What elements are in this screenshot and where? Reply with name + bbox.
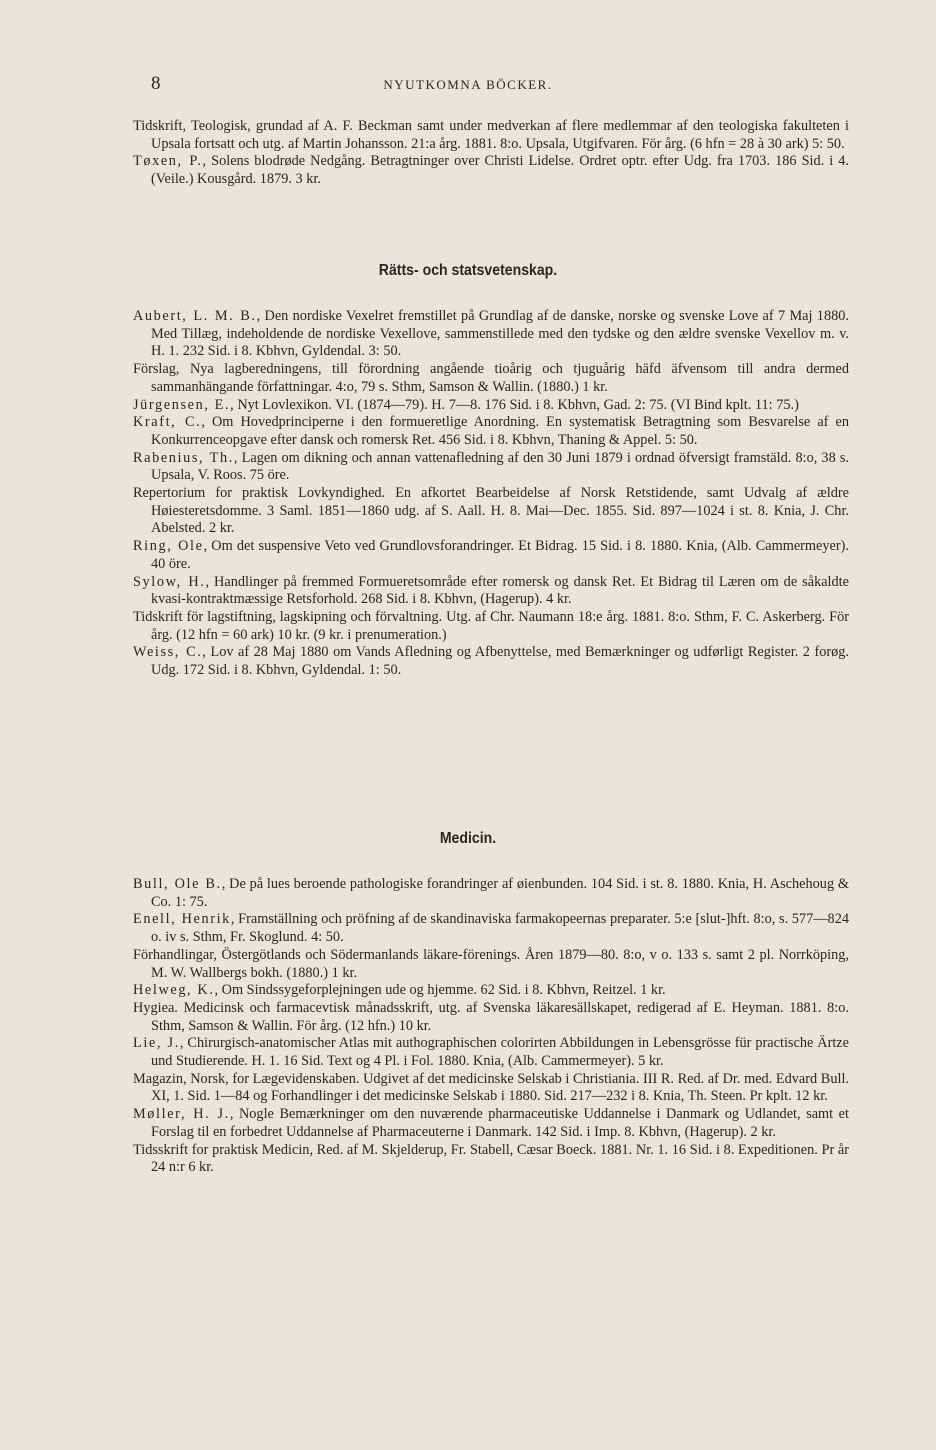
list-item: Ring, Ole, Om det suspensive Veto ved Grundlovsforandringer. Et Bidrag. 15 Sid. i 8. 1880. Knia, (Alb. Cammermeyer). 40 öre. [133, 538, 849, 572]
list-item: Hygiea. Medicinsk och farmacevtisk månadsskrift, utg. af Svenska läkaresällskapet, redigerad af E. Heyman. 1881. 8:o. Sthm, Samson & Wallin. För årg. (12 hfn.) 10 kr. [133, 999, 849, 1034]
page-number: 8 [151, 73, 161, 94]
section-heading-law: Rätts- och statsvetenskap. [378, 262, 558, 279]
list-item: Sylow, H., Handlinger på fremmed Formueretsområde efter romersk og dansk Ret. Et Bidrag til Læren om de såkaldte kvasi-kontraktmæssige Retsforhold. 268 Sid. i 8. Kbhvn, (Hagerup). 4 kr. [133, 573, 849, 608]
list-item: Rabenius, Th., Lagen om dikning och annan vattenafledning af den 30 Juni 1879 i ordnad öfversigt framstäld. 8:o, 38 s. Upsala, V. Roos. 75 öre. [133, 449, 849, 484]
list-item: Tidsskrift for praktisk Medicin, Red. af M. Skjelderup, Fr. Stabell, Cæsar Boeck. 1881. Nr. 1. 16 Sid. i 8. Expeditionen. Pr år 24 n:r 6 kr. [133, 1141, 849, 1176]
list-item: Förslag, Nya lagberedningens, till förordning angående tioårig och tjuguårig häfd äfvensom till andra dermed sammanhängande författningar. 4:o, 79 s. Sthm, Samson & Wallin. (1880.) 1 kr. [133, 361, 849, 395]
list-item: Bull, Ole B., De på lues beroende pathologiske forandringer af øienbunden. 104 Sid. i st. 8. 1880. Knia, H. Aschehoug & Co. 1: 75. [133, 876, 850, 910]
list-item: Enell, Henrik, Framställning och pröfning af de skandinaviska farmakopeernas preparater. 5:e [slut-]hft. 8:o, s. 577—824 o. iv s. Sthm, Fr. Skoglund. 4: 50. [133, 911, 849, 946]
list-item: Jürgensen, E., Nyt Lovlexikon. VI. (1874—79). H. 7—8. 176 Sid. i 8. Kbhvn, Gad. 2: 75. (VI Bind kplt. 11: 75.) [133, 396, 799, 413]
list-item: Aubert, L. M. B., Den nordiske Vexelret fremstillet på Grundlag af de danske, norske og svenske Love af 7 Maj 1880. Med Tillæg, indeholdende de nordiske Vexellove, sammenstillede med den tydske og den ældre svenske Vexellov m. v. H. 1. 232 Sid. i 8. Kbhvn, Gyldendal. 3: 50. [133, 308, 849, 360]
running-title: NYUTKOMNA BÖCKER. [383, 77, 553, 92]
list-item: Tidskrift, Teologisk, grundad af A. F. Beckman samt under medverkan af flere medlemmar af den teologiska fakulteten i Upsala fortsatt och utg. af Martin Johansson. 21:a årg. 1881. 8:o. Upsala, Utgifvaren. För årg. (6 hfn = 28 à 30 ark) 5: 50. [133, 118, 849, 152]
intro-entries [133, 118, 849, 189]
list-item: Helweg, K., Om Sindssygeforplejningen ude og hjemme. 62 Sid. i 8. Kbhvn, Reitzel. 1 kr. [133, 982, 666, 999]
list-item: Förhandlingar, Östergötlands och Södermanlands läkare-förenings. Åren 1879—80. 8:o, v o. 133 s. samt 2 pl. Norrköping, M. W. Wallbergs bokh. (1880.) 1 kr. [133, 946, 849, 981]
list-item: Kraft, C., Om Hovedprinciperne i den formueretlige Anordning. En systematisk Betragtning som Besvarelse af en Konkurrenceopgave efter dansk och romersk Ret. 456 Sid. i 8. Kbhvn, Thaning & Appel. 5: 50. [133, 414, 850, 448]
list-item: Magazin, Norsk, for Lægevidenskaben. Udgivet af det medicinske Selskab i Christiania. III R. Red. af Dr. med. Edvard Bull. XI, 1. Sid. 1—84 og Forhandlinger i det medicinske Selskab i 1880. Sid. 217—232 i 8. Knia, Th. Steen. Pr kplt. 12 kr. [133, 1070, 849, 1105]
list-item: Lie, J., Chirurgisch-anatomischer Atlas mit authographischen colorirten Abbildungen in Lebensgrösse für practische Ärtze und Studierende. H. 1. 16 Sid. Text og 4 Pl. i Fol. 1880. Knia, (Alb. Cammermeyer). 5 kr. [133, 1035, 849, 1070]
running-header [0, 73, 936, 95]
list-item: Weiss, C., Lov af 28 Maj 1880 om Vands Afledning og Afbenyttelse, med Bemærkninger og udførligt Register. 2 forøg. Udg. 172 Sid. i 8. Kbhvn, Gyldendal. 1: 50. [133, 644, 849, 679]
section-heading-medicine: Medicin. [439, 830, 497, 847]
list-item: Tidskrift för lagstiftning, lagskipning och förvaltning. Utg. af Chr. Naumann 18:e årg. 1881. 8:o. Sthm, F. C. Askerberg. För årg. (12 hfn = 60 ark) 10 kr. (9 kr. i prenumeration.) [133, 608, 849, 643]
list-item: Repertorium for praktisk Lovkyndighed. En afkortet Bearbeidelse af Norsk Retstidende, samt Udvalg af ældre Høiesteretsdomme. 3 Saml. 1851—1860 udg. af S. Aall. H. 8. Mai—Dec. 1855. Sid. 897—1024 i st. 8. Knia, J. Chr. Abelsted. 2 kr. [133, 485, 849, 537]
law-entries [133, 308, 849, 680]
list-item: Tøxen, P., Solens blodrøde Nedgång. Betragtninger over Christi Lidelse. Ordret optr. efter Udg. fra 1703. 186 Sid. i 4. (Veile.) Kousgård. 1879. 3 kr. [133, 153, 850, 188]
medicine-entries [133, 876, 849, 1177]
list-item: Møller, H. J., Nogle Bemærkninger om den nuværende pharmaceutiske Uddannelse i Danmark og Udlandet, samt et Forslag til en forbedret Uddannelse af Pharmaceuterne i Danmark. 142 Sid. i Imp. 8. Kbhvn, (Hagerup). 2 kr. [133, 1106, 849, 1140]
